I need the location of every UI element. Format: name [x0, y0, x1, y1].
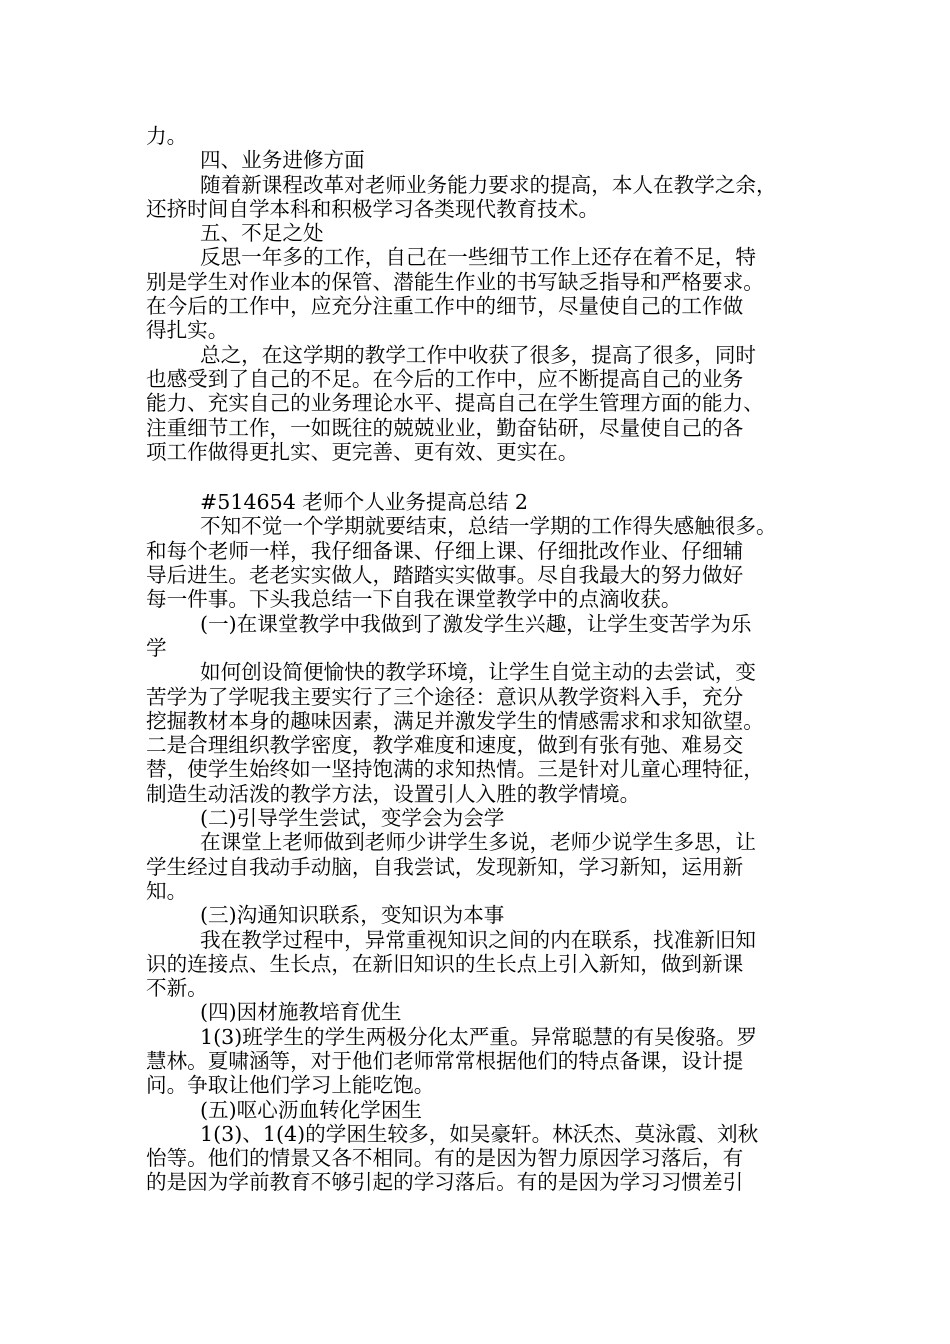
text-line: 项工作做得更扎实、更完善、更有效、更实在。 [146, 439, 579, 464]
text-line: 1(3)班学生的学生两极分化太严重。异常聪慧的有吴俊骆。罗 [200, 1024, 758, 1049]
document-body [146, 124, 810, 1195]
paragraph-gap [146, 464, 810, 490]
text-line: 慧林。夏啸涵等，对于他们老师常常根据他们的特点备课，设计提 [146, 1048, 744, 1073]
text-line: 问。争取让他们学习上能吃饱。 [146, 1073, 435, 1098]
text-line: 不知不觉一个学期就要结束，总结一学期的工作得失感触很多。 [200, 514, 777, 539]
text-line: 二是合理组织教学密度，教学难度和速度，做到有张有弛、难易交 [146, 733, 744, 758]
text-line: 总之，在这学期的教学工作中收获了很多，提高了很多，同时 [200, 342, 757, 367]
text-line: 反思一年多的工作，自己在一些细节工作上还存在着不足，特 [200, 245, 757, 270]
text-line: 导后进生。老老实实做人，踏踏实实做事。尽自我最大的努力做好 [146, 563, 744, 588]
text-line: 怡等。他们的情景又各不相同。有的是因为智力原因学习落后，有 [146, 1146, 744, 1171]
text-line: 的是因为学前教育不够引起的学习落后。有的是因为学习习惯差引 [146, 1170, 744, 1195]
text-line: 五、不足之处 [200, 221, 324, 246]
text-line: 力。 [146, 124, 188, 148]
text-line: 识的连接点、生长点，在新旧知识的生长点上引入新知，做到新课 [146, 951, 744, 976]
text-line: (四)因材施教培育优生 [200, 1000, 402, 1025]
text-line: 还挤时间自学本科和积极学习各类现代教育技术。 [146, 196, 600, 221]
text-line: 学 [146, 635, 167, 660]
text-line: (一)在课堂教学中我做到了激发学生兴趣，让学生变苦学为乐 [200, 611, 752, 636]
text-line: 替，使学生始终如一坚持饱满的求知热情。三是针对儿童心理特征， [146, 757, 764, 782]
text-line: 注重细节工作，一如既往的兢兢业业，勤奋钻研，尽量使自己的各 [146, 415, 744, 440]
text-line: 和每个老师一样，我仔细备课、仔细上课、仔细批改作业、仔细辅 [146, 538, 744, 563]
text-line: 学生经过自我动手动脑，自我尝试，发现新知，学习新知，运用新 [146, 854, 744, 879]
text-line: #514654 老师个人业务提高总结 2 [200, 490, 529, 515]
text-line: 知。 [146, 878, 188, 903]
text-line: 制造生动活泼的教学方法，设置引人入胜的教学情境。 [146, 781, 641, 806]
text-line: 得扎实。 [146, 318, 229, 343]
text-line: 挖掘教材本身的趣味因素，满足并激发学生的情感需求和求知欲望。 [146, 708, 764, 733]
text-line: 在课堂上老师做到老师少讲学生多说，老师少说学生多思，让 [200, 830, 757, 855]
text-line: 1(3)、1(4)的学困生较多，如吴豪轩。林沃杰、莫泳霞、刘秋 [200, 1121, 759, 1146]
text-line: (三)沟通知识联系，变知识为本事 [200, 903, 505, 928]
text-line: 不新。 [146, 976, 208, 1001]
text-line: 如何创设简便愉快的教学环境，让学生自觉主动的去尝试，变 [200, 660, 757, 685]
text-line: 每一件事。下头我总结一下自我在课堂教学中的点滴收获。 [146, 587, 682, 612]
text-line: (二)引导学生尝试，变学会为会学 [200, 806, 505, 831]
text-line: 也感受到了自己的不足。在今后的工作中，应不断提高自己的业务 [146, 366, 744, 391]
text-line: 别是学生对作业本的保管、潜能生作业的书写缺乏指导和严格要求。 [146, 269, 764, 294]
text-line: 我在教学过程中，异常重视知识之间的内在联系，找准新旧知 [200, 927, 757, 952]
text-line: (五)呕心沥血转化学困生 [200, 1097, 423, 1122]
text-line: 在今后的工作中，应充分注重工作中的细节，尽量使自己的工作做 [146, 294, 744, 319]
text-line: 能力、充实自己的业务理论水平、提高自己在学生管理方面的能力、 [146, 391, 764, 416]
text-line: 随着新课程改革对老师业务能力要求的提高，本人在教学之余， [200, 172, 777, 197]
text-line: 苦学为了学呢我主要实行了三个途径：意识从教学资料入手，充分 [146, 684, 744, 709]
text-line: 四、业务进修方面 [200, 148, 365, 173]
